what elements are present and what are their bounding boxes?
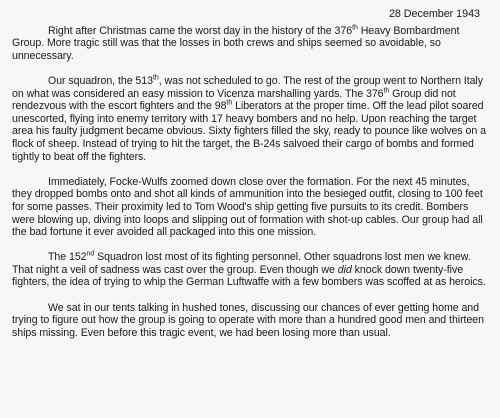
paragraph <box>12 25 488 63</box>
paragraph <box>12 176 488 239</box>
text-run: Liberators at the proper time. Off the lead pilot soared unescorted, flying into enemy territory with 17 heavy bombers and no help. Upon reaching the target area his faulty judgment became obvious. Sixty fighters filled the sky, ready to pounce like wolves on a flock of sheep. Instead of trying to hit the target, the B-24s salvoed their cargo of bombs and formed tightly to beat off the fighters. <box>12 100 486 163</box>
ordinal-suffix: th <box>152 74 159 82</box>
text-run: Squadron lost most of its fighting personnel. Other squadrons lost men we knew. That night a veil of sadness was cast over the group. Even though we <box>12 251 471 276</box>
text-run: The 152 <box>48 251 87 264</box>
ordinal-suffix: th <box>383 87 390 95</box>
document-date: 28 December 1943 <box>388 8 480 20</box>
ordinal-suffix: th <box>352 24 358 32</box>
paragraph <box>12 75 488 163</box>
ordinal-suffix: th <box>226 99 233 107</box>
paragraph <box>12 251 488 289</box>
text-run: knock down twenty-five fighters, the idea of trying to whip the German Luftwaffe with a few bombers was scoffed at as heroics. <box>12 263 486 289</box>
emphasized-text: did <box>337 263 352 276</box>
ordinal-suffix: nd <box>86 250 95 258</box>
text-run: Immediately, Focke-Wulfs zoomed down close over the formation. For the next 45 minutes, they dropped bombs onto and shot all kinds of ammunition into the besieged outfit, closing to 100 feet for some passes. Their proximity led to Tom Wood's ship getting five pursuits to its credit. Bombers were blowing up, diving into loops and slipping out of formation with shot-up cables. Our group had all the bad fortune it ever avoided all packaged into this one mission. <box>12 175 483 239</box>
text-run: Our squadron, the 513 <box>48 74 153 87</box>
text-run: Right after Christmas came the worst day in the history of the 376 <box>48 24 353 37</box>
text-run: Heavy Bombardment Group. More tragic still was that the losses in both crews and ships seemed so avoidable, so unnecessary. <box>12 24 460 62</box>
text-run: Group did not rendezvous with the escort fighters and the 98 <box>12 87 456 113</box>
text-run: , was not scheduled to go. The rest of the group went to Northern Italy on what was considered an easy mission to Vicenza marshalling yards. The 376 <box>12 74 483 100</box>
document-body <box>12 25 488 340</box>
paragraph <box>12 302 488 340</box>
text-run: We sat in our tents talking in hushed tones, discussing our chances of ever getting home and trying to figure out how the group is going to operate with more than a hundred good men and thirteen ships missing. Even before this tragic event, we had been losing more than usual. <box>12 301 484 339</box>
